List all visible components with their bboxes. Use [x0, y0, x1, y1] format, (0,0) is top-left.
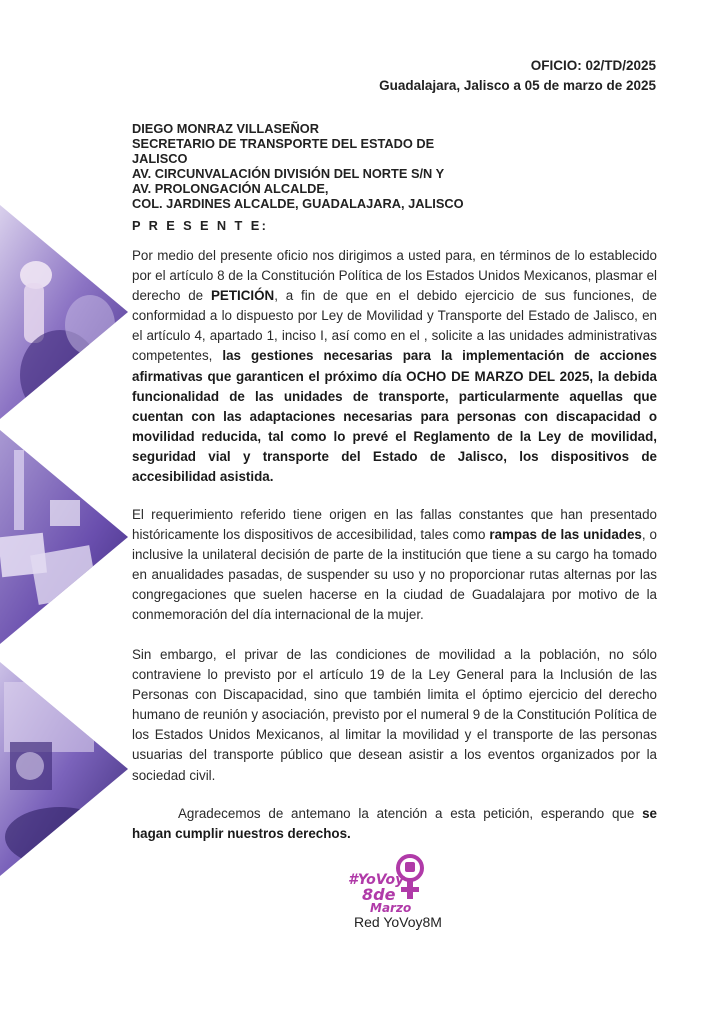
text-run: El requerimiento referido tiene origen en las fallas constantes que han presentado históricamente los dispositivos de accesibilidad, tales como — [132, 507, 657, 543]
salutation: P R E S E N T E: — [132, 218, 269, 233]
yovoy8m-logo — [346, 852, 430, 916]
paragraph-3 — [132, 645, 657, 786]
paragraph-1 — [132, 246, 657, 487]
recipient-line: SECRETARIO DE TRANSPORTE DEL ESTADO DE — [132, 136, 435, 151]
bold-text-run: se hagan cumplir nuestros derechos. — [132, 806, 657, 842]
logo-text-1: #YoVoy — [348, 872, 405, 888]
text-run: Agradecemos de antemano la atención a esta petición, esperando que — [178, 806, 643, 821]
bold-text-run: las gestiones necesarias para la implementación de acciones afirmativas que garanticen el próximo día OCHO DE MARZO DEL 2025, la debida funcionalidad de las unidades de transporte, particularmente aquellas que cuentan con las adaptaciones necesarias para personas con discapacidad o movilidad reducida, tal como lo prevé el Reglamento de la Ley de movilidad, seguridad vial y transporte del Estado de Jalisco, los dispositivos de accesibilidad asistida. — [132, 348, 657, 485]
recipient-line: DIEGO MONRAZ VILLASEÑOR — [132, 121, 319, 136]
paragraph-2 — [132, 505, 657, 626]
paragraph-closing — [132, 804, 657, 844]
letter-header — [379, 56, 656, 96]
march-crowd-photo — [0, 662, 130, 877]
recipient-line: JALISCO — [132, 151, 188, 166]
raised-fist-photo — [0, 205, 130, 420]
logo-text-3: Marzo — [370, 901, 412, 915]
text-run: Por medio del presente oficio nos dirigimos a usted para, en términos de lo establecido por el artículo 8 de la Constitución Política de los Estados Unidos Mexicanos, plasmar el derecho de — [132, 248, 657, 304]
bold-text-run: rampas de las unidades — [489, 527, 642, 543]
oficio-number: OFICIO: 02/TD/2025 — [530, 58, 656, 73]
recipient-line: AV. PROLONGACIÓN ALCALDE, — [132, 181, 329, 196]
recipient-block — [132, 121, 464, 211]
signature: Red YoVoy8M — [354, 914, 442, 930]
recipient-line: COL. JARDINES ALCALDE, GUADALAJARA, JALISCO — [132, 196, 464, 211]
text-run: Sin embargo, el privar de las condiciones de movilidad a la población, no sólo contraviene lo previsto por el artículo 19 de la Ley General para la Inclusión de las Personas con Discapacidad, sino que también limita el óptimo ejercicio del derecho humano de reunión y asociación, previsto por el numeral 9 de la Constitución Política de los Estados Unidos Mexicanos, al limitar la movilidad y el transporte de las personas usuarias del transporte público que desean asistir a los eventos organizados por la sociedad civil. — [132, 647, 657, 783]
text-run: , a fin de que en el debido ejercicio de sus funciones, de conformidad a lo dispuesto por Ley de Movilidad y Transporte del Estado de Jalisco, en el artículo 4, apartado 1, inciso I, así como en el , solicite a las unidades administrativas competentes, — [132, 288, 657, 364]
text-run: , o inclusive la unilateral decisión de parte de la institución que tiene a su cargo ha tomado en anualidades pasadas, de suspender su uso y no proporcionar rutas alternas por las congregaciones que suelen hacerse en la ciudad de Guadalajara por motivo de la conmemoración del día internacional de la mujer. — [132, 527, 657, 623]
recipient-line: AV. CIRCUNVALACIÓN DIVISIÓN DEL NORTE S/N Y — [132, 166, 445, 181]
bold-text-run: PETICIÓN — [210, 288, 275, 304]
logo-text-2: 8de — [362, 885, 396, 904]
place-date: Guadalajara, Jalisco a 05 de marzo de 2025 — [379, 78, 656, 93]
protest-signs-photo — [0, 430, 130, 645]
